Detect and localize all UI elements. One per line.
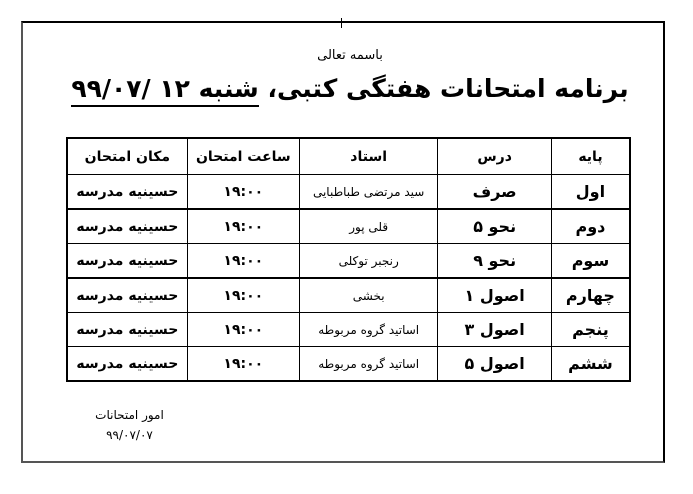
page-edge-mark <box>341 18 342 28</box>
teacher-cell: بخشی <box>299 278 437 313</box>
grade-cell: چهارم <box>551 278 630 313</box>
teacher-cell: سید مرتضی طباطبایی <box>299 175 437 210</box>
time-cell: ۱۹:۰۰ <box>187 347 299 382</box>
teacher-cell: اساتید گروه مربوطه <box>299 313 437 347</box>
column-header-teacher: استاد <box>299 138 437 175</box>
column-header-subject: درس <box>438 138 551 175</box>
subject-cell: اصول ۳ <box>438 313 551 347</box>
subject-cell: اصول ۵ <box>438 347 551 382</box>
title-main: برنامه امتحانات هفتگی کتبی، <box>267 74 629 103</box>
table-row <box>67 209 630 244</box>
time-cell: ۱۹:۰۰ <box>187 244 299 279</box>
subject-cell: صرف <box>438 175 551 210</box>
footer-office: امور امتحانات <box>95 408 164 422</box>
table-row <box>67 278 630 313</box>
time-cell: ۱۹:۰۰ <box>187 209 299 244</box>
column-header-time: ساعت امتحان <box>187 138 299 175</box>
table-row <box>67 175 630 210</box>
table-row <box>67 244 630 279</box>
time-cell: ۱۹:۰۰ <box>187 278 299 313</box>
place-cell: حسینیه مدرسه <box>67 209 187 244</box>
teacher-cell: قلی پور <box>299 209 437 244</box>
teacher-cell: رنجبر توکلی <box>299 244 437 279</box>
time-cell: ۱۹:۰۰ <box>187 175 299 210</box>
grade-cell: ششم <box>551 347 630 382</box>
grade-cell: سوم <box>551 244 630 279</box>
place-cell: حسینیه مدرسه <box>67 244 187 279</box>
title-date: شنبه ۱۲ /۹۹/۰۷ <box>71 74 258 107</box>
column-header-place: مکان امتحان <box>67 138 187 175</box>
place-cell: حسینیه مدرسه <box>67 347 187 382</box>
place-cell: حسینیه مدرسه <box>67 313 187 347</box>
grade-cell: پنجم <box>551 313 630 347</box>
table-row <box>67 347 630 382</box>
invocation-text: باسمه تعالی <box>317 48 383 63</box>
footer-date: ۹۹/۰۷/۰۷ <box>106 428 153 442</box>
grade-cell: دوم <box>551 209 630 244</box>
exam-schedule-table <box>66 137 631 382</box>
teacher-cell: اساتید گروه مربوطه <box>299 347 437 382</box>
page-title <box>60 74 640 103</box>
subject-cell: نحو ۹ <box>438 244 551 279</box>
subject-cell: اصول ۱ <box>438 278 551 313</box>
subject-cell: نحو ۵ <box>438 209 551 244</box>
place-cell: حسینیه مدرسه <box>67 175 187 210</box>
table-header-row <box>67 138 630 175</box>
place-cell: حسینیه مدرسه <box>67 278 187 313</box>
time-cell: ۱۹:۰۰ <box>187 313 299 347</box>
footer-signature <box>92 405 167 445</box>
table-row <box>67 313 630 347</box>
column-header-grade: پایه <box>551 138 630 175</box>
grade-cell: اول <box>551 175 630 210</box>
